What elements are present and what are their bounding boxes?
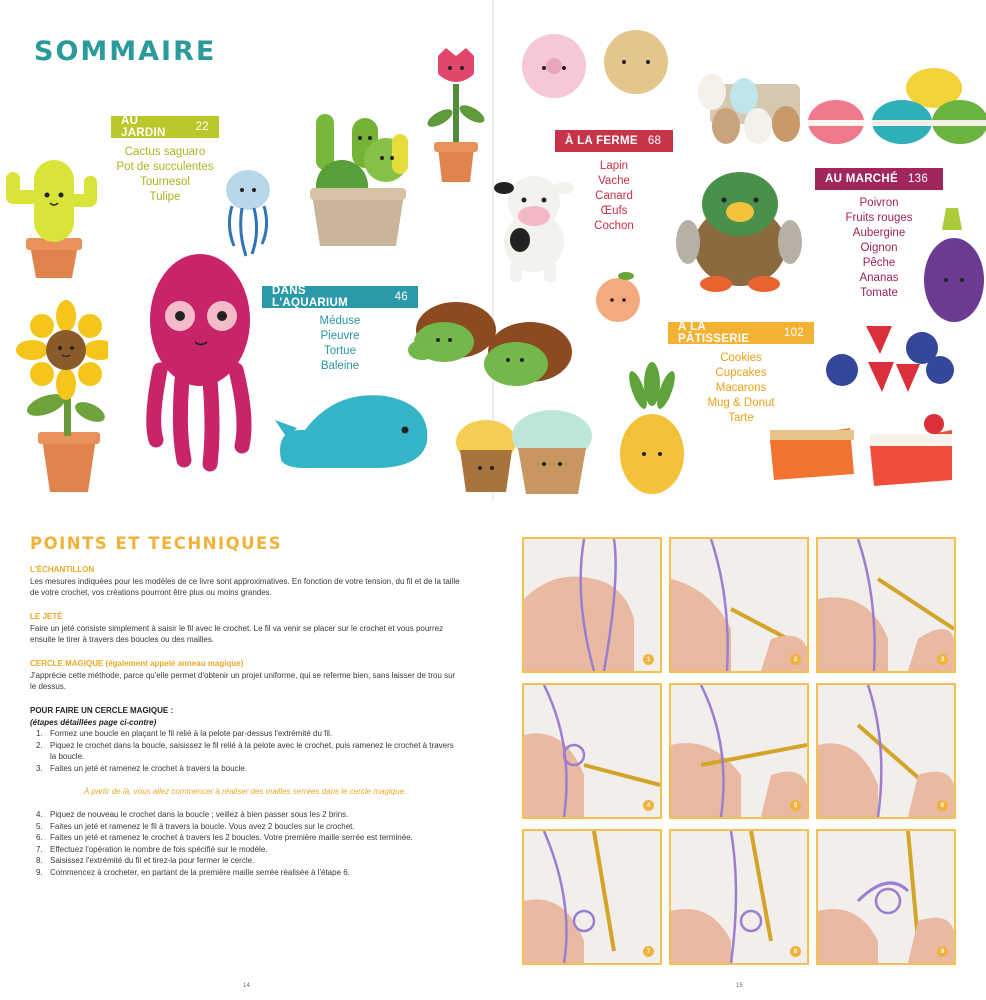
section-name: À LA FERME xyxy=(565,135,638,147)
step-item: 7. Effectuez l'opération le nombre de fois spécifié sur le modèle. xyxy=(36,844,268,854)
section-name: AU JARDIN xyxy=(121,115,166,139)
list-item: Lapin xyxy=(599,160,629,172)
sunflower-photo xyxy=(8,300,108,495)
cupcakes-photo xyxy=(452,410,602,496)
list-item: Cactus saguaro xyxy=(124,146,206,158)
list-item: Cookies xyxy=(720,352,762,364)
step-item: 8. Saisissez l'extrémité du fil et tirez-la pour fermer le cercle. xyxy=(36,856,255,865)
list-item: Pot de succulentes xyxy=(116,161,214,173)
list-item: Canard xyxy=(595,190,633,202)
procedure-heading: POUR FAIRE UN CERCLE MAGIQUE : xyxy=(30,706,174,715)
step-badge: 5 xyxy=(790,800,801,811)
step-badge: 2 xyxy=(790,654,801,665)
list-item: Ananas xyxy=(859,272,899,284)
list-item: Cochon xyxy=(594,220,634,232)
jete-heading: LE JETÉ xyxy=(30,612,63,621)
step-badge: 4 xyxy=(643,800,654,811)
section-label-patisserie[interactable] xyxy=(668,322,814,344)
list-item: Vache xyxy=(598,175,630,187)
page-number-left: 14 xyxy=(243,983,250,989)
list-item: Tulipe xyxy=(149,191,181,203)
section-label-jardin[interactable] xyxy=(111,116,219,138)
list-item: Tarte xyxy=(728,412,754,424)
eggs-photo xyxy=(690,64,806,150)
page-number-right: 15 xyxy=(736,983,743,989)
jellyfish-photo xyxy=(222,166,274,262)
step-photo xyxy=(522,829,662,965)
list-item: Macarons xyxy=(715,382,767,394)
step-item: 6. Faites un jeté et ramenez le crochet à travers les 2 boucles. Votre première maille serrée est terminée. xyxy=(36,833,413,842)
section-page: 46 xyxy=(394,291,408,303)
step-photos-grid xyxy=(522,537,964,969)
cercle-heading: CERCLE MAGIQUE (également appelé anneau magique) xyxy=(30,659,244,668)
list-item: Oignon xyxy=(860,242,898,254)
cercle-block xyxy=(30,658,460,693)
list-item: Pêche xyxy=(862,257,896,269)
step-photo xyxy=(816,537,956,673)
cactus-photo xyxy=(0,150,100,280)
section-list-ferme xyxy=(555,159,673,234)
list-item: Méduse xyxy=(319,315,361,327)
donut-cookie-photo xyxy=(514,28,684,100)
jete-text: Faire un jeté consiste simplement à saisir le fil avec le crochet. Le fil va venir se placer sur le crochet et vous pourrez ensuite le tirer à travers des boucles ou des mailles. xyxy=(30,623,444,644)
list-item: Poivron xyxy=(859,197,899,209)
section-name: DANS L'AQUARIUM xyxy=(272,285,349,309)
peach-photo xyxy=(594,268,642,324)
turtles-photo xyxy=(404,290,584,396)
macarons-photo xyxy=(806,64,986,150)
procedure-block xyxy=(30,705,460,774)
step-item: 5. Faites un jeté et ramenez le fil à travers la boucle. Vous avez 2 boucles sur le crochet. xyxy=(36,821,355,831)
tulip-photo xyxy=(420,44,492,184)
steps-list-b xyxy=(30,809,460,878)
procedure-note: À partir de là, vous allez commencer à réaliser des mailles serrées dans le cercle magique. xyxy=(83,787,407,796)
step-photo xyxy=(522,683,662,819)
step-badge: 1 xyxy=(643,654,654,665)
step-photo xyxy=(669,537,809,673)
step-item: 4. Piquez de nouveau le crochet dans la boucle ; veillez à bien passer sous les 2 brins. xyxy=(36,810,349,819)
section-page: 136 xyxy=(907,173,929,185)
section-label-ferme[interactable] xyxy=(555,130,673,152)
techniques-title: POINTS ET TECHNIQUES xyxy=(30,534,283,553)
list-item: Cupcakes xyxy=(715,367,767,379)
echantillon-heading: L'ÉCHANTILLON xyxy=(30,565,95,574)
echantillon-block xyxy=(30,564,460,599)
pie-slices-photo xyxy=(766,410,956,494)
section-page: 102 xyxy=(783,327,804,339)
list-item: Tortue xyxy=(324,345,356,357)
procedure-subheading: (étapes détaillées page ci-contre) xyxy=(30,717,157,727)
list-item: Mug & Donut xyxy=(707,397,775,409)
list-item: Œufs xyxy=(600,205,628,217)
step-photo xyxy=(522,537,662,673)
section-list-jardin xyxy=(100,145,230,205)
step-photo xyxy=(669,829,809,965)
berries-photo xyxy=(822,318,956,400)
list-item: Baleine xyxy=(320,360,360,372)
pineapple-photo xyxy=(612,362,692,496)
step-item: 3. Faites un jeté et ramenez le crochet à travers la boucle. xyxy=(36,763,247,773)
step-item: 9. Commencez à crocheter, en partant de la première maille serrée réalisée à l'étape 6. xyxy=(36,867,350,877)
step-badge: 9 xyxy=(937,946,948,957)
procedure-block-2 xyxy=(30,809,460,878)
sommaire-title: SOMMAIRE xyxy=(34,36,217,67)
list-item: Fruits rouges xyxy=(845,212,913,224)
cercle-text: J'apprécie cette méthode, parce qu'elle permet d'obtenir un projet uniforme, qui se referme bien, sans laisser de trou sur le dessus. xyxy=(30,670,456,691)
section-list-aquarium xyxy=(270,314,410,374)
step-item: 1. Formez une boucle en plaçant le fil relié à la pelote par-dessus l'extrémité du fil. xyxy=(36,729,333,738)
octopus-photo xyxy=(140,250,260,475)
section-page: 68 xyxy=(647,135,662,147)
step-badge: 3 xyxy=(937,654,948,665)
section-label-aquarium[interactable] xyxy=(262,286,418,308)
echantillon-text: Les mesures indiquées pour les modèles de ce livre sont approximatives. En fonction de votre tension, du fil et de la taille de votre crochet, vos créations pourront être plus ou moins grandes. xyxy=(30,576,460,597)
section-name: AU MARCHÉ xyxy=(825,173,898,185)
section-label-marche[interactable] xyxy=(815,168,943,190)
list-item: Pieuvre xyxy=(320,330,360,342)
section-name: À LA PÂTISSERIE xyxy=(678,321,750,345)
steps-list-a xyxy=(30,728,460,774)
step-badge: 7 xyxy=(643,946,654,957)
list-item: Tournesol xyxy=(140,176,190,188)
succulent-pot-photo xyxy=(292,96,420,248)
list-item: Tomate xyxy=(860,287,898,299)
step-photo xyxy=(669,683,809,819)
step-photo xyxy=(816,829,956,965)
list-item: Aubergine xyxy=(852,227,906,239)
section-page: 22 xyxy=(195,121,209,133)
step-badge: 6 xyxy=(937,800,948,811)
jete-block xyxy=(30,611,460,646)
step-badge: 8 xyxy=(790,946,801,957)
step-item: 2. Piquez le crochet dans la boucle, saisissez le fil relié à la pelote avec le crochet, puis ramenez le crochet à travers la boucle. xyxy=(36,740,454,761)
eggplant-photo xyxy=(922,200,986,324)
duck-photo xyxy=(676,168,802,294)
step-photo xyxy=(816,683,956,819)
